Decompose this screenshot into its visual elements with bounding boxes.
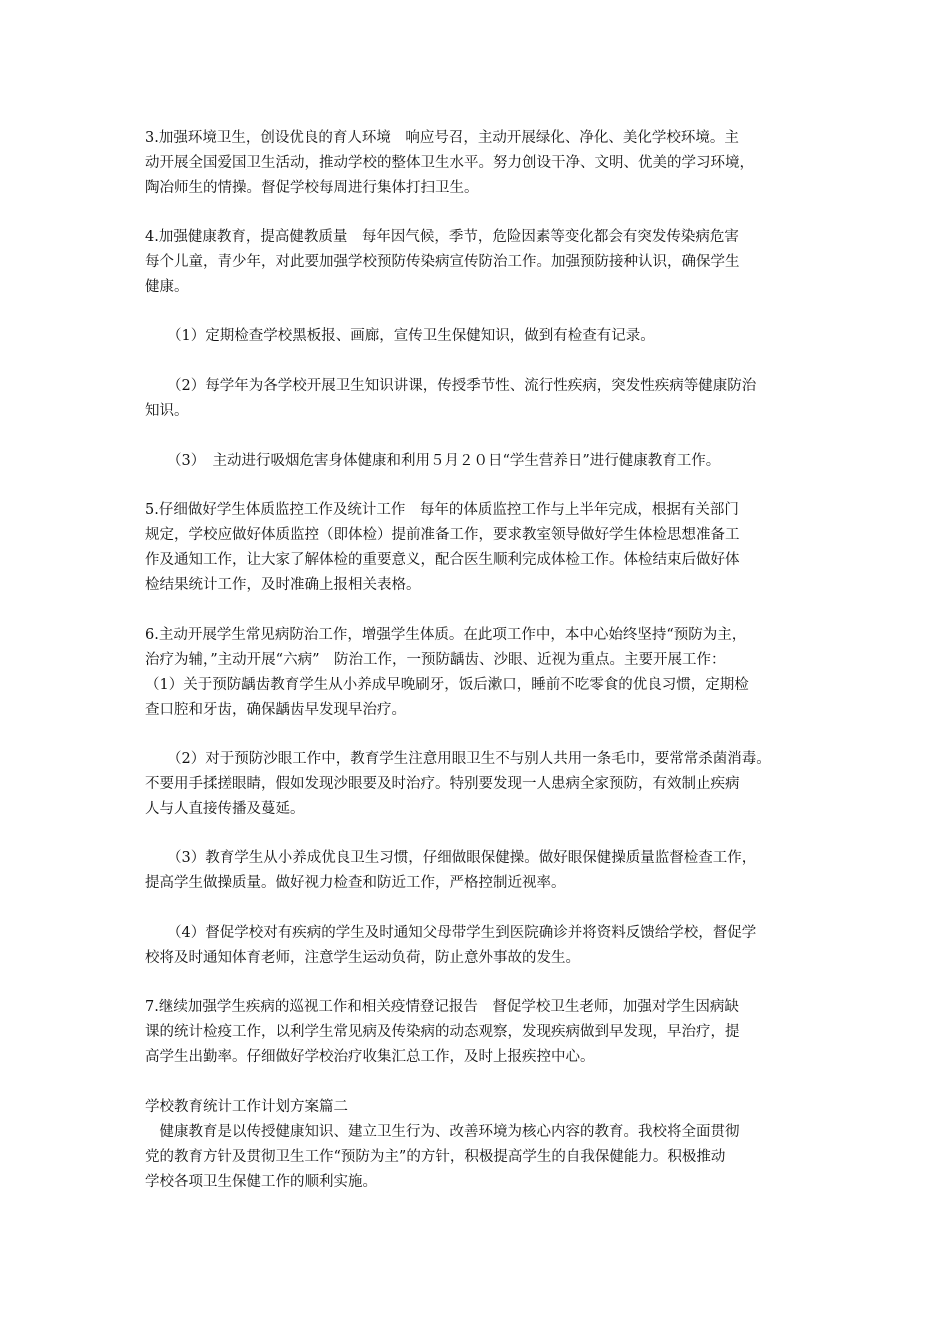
text-line: 7.继续加强学生疾病的巡视工作和相关疫情登记报告 督促学校卫生老师，加强对学生因病缺 (145, 999, 739, 1015)
text-line: 每个儿童，青少年，对此要加强学校预防传染病宣传防治工作。加强预防接种认识，确保学生 (145, 254, 740, 270)
text-line: 动开展全国爱国卫生活动，推动学校的整体卫生水平。努力创设干净、文明、优美的学习环境， (145, 155, 754, 171)
text-line: （1）定期检查学校黑板报、画廊，宣传卫生保健知识，做到有检查有记录。 (167, 328, 655, 344)
text-line: （4）督促学校对有疾病的学生及时通知父母带学生到医院确诊并将资料反馈给学校，督促学 (167, 925, 757, 941)
text-line: 校将及时通知体育老师，注意学生运动负荷，防止意外事故的发生。 (145, 950, 580, 966)
text-line: 高学生出勤率。仔细做好学校治疗收集汇总工作，及时上报疾控中心。 (145, 1049, 595, 1065)
text-line: （1）关于预防龋齿教育学生从小养成早晚刷牙，饭后漱口，睡前不吃零食的优良习惯，定期检 (145, 677, 749, 693)
text-line: 课的统计检疫工作，以利学生常见病及传染病的动态观察，发现疾病做到早发现，早治疗，提 (145, 1024, 740, 1040)
paragraph-6-common-disease (145, 623, 810, 723)
text-line: 治疗为辅，”主动开展“六病” 防治工作，一预防龋齿、沙眼、近视为重点。主要开展工作： (145, 652, 726, 668)
text-line: （3） 主动进行吸烟危害身体健康和利用５月２０日“学生营养日”进行健康教育工作。 (167, 453, 721, 469)
text-line: 提高学生做操质量。做好视力检查和防近工作，严格控制近视率。 (145, 875, 566, 891)
text-line: 规定，学校应做好体质监控（即体检）提前准备工作，要求教室领导做好学生体检思想准备工 (145, 527, 740, 543)
paragraph-6-item-4 (145, 921, 810, 971)
text-line: 检结果统计工作，及时准确上报相关表格。 (145, 577, 421, 593)
text-line: （2）对于预防沙眼工作中，教育学生注意用眼卫生不与别人共用一条毛巾，要常常杀菌消毒。 (167, 751, 771, 767)
paragraph-4-health-education (145, 225, 810, 300)
paragraph-6-item-3 (145, 846, 810, 896)
text-line: （3）教育学生从小养成优良卫生习惯，仔细做眼保健操。做好眼保健操质量监督检查工作， (167, 850, 757, 866)
section-heading: 学校教育统计工作计划方案篇二 (145, 1099, 348, 1115)
paragraph-3-environment (145, 126, 810, 201)
text-line: 3.加强环境卫生，创设优良的育人环境 响应号召，主动开展绿化、净化、美化学校环境。主 (145, 130, 739, 146)
paragraph-5-physique-monitoring (145, 498, 810, 598)
text-line: （2）每学年为各学校开展卫生知识讲课，传授季节性、流行性疾病，突发性疾病等健康防治 (167, 378, 757, 394)
text-line: 陶冶师生的情操。督促学校每周进行集体打扫卫生。 (145, 180, 479, 196)
paragraph-6-item-2 (145, 747, 810, 822)
text-line: 不要用手揉搓眼睛，假如发现沙眼要及时治疗。特别要发现一人患病全家预防，有效制止疾病 (145, 776, 740, 792)
section-2 (145, 1095, 810, 1195)
text-line: 知识。 (145, 403, 189, 419)
text-line: 作及通知工作，让大家了解体检的重要意义，配合医生顺利完成体检工作。体检结束后做好体 (145, 552, 740, 568)
text-line: 4.加强健康教育，提高健教质量 每年因气候，季节，危险因素等变化都会有突发传染病危害 (145, 229, 739, 245)
paragraph-4-item-2 (145, 374, 810, 424)
text-line: 健康。 (145, 279, 189, 295)
text-line: 人与人直接传播及蔓延。 (145, 801, 305, 817)
text-line: 健康教育是以传授健康知识、建立卫生行为、改善环境为核心内容的教育。我校将全面贯彻 (145, 1124, 740, 1140)
text-line: 党的教育方针及贯彻卫生工作“预防为主”的方针，积极提高学生的自我保健能力。积极推动 (145, 1149, 726, 1165)
paragraph-7-inspection (145, 995, 810, 1070)
text-line: 6.主动开展学生常见病防治工作，增强学生体质。在此项工作中，本中心始终坚持“预防为主， (145, 627, 747, 643)
text-line: 5.仔细做好学生体质监控工作及统计工作 每年的体质监控工作与上半年完成，根据有关部门 (145, 502, 739, 518)
paragraph-4-item-3 (145, 449, 810, 474)
text-line: 查口腔和牙齿，确保龋齿早发现早治疗。 (145, 702, 406, 718)
paragraph-4-item-1 (145, 324, 810, 349)
text-line: 学校各项卫生保健工作的顺利实施。 (145, 1174, 377, 1190)
